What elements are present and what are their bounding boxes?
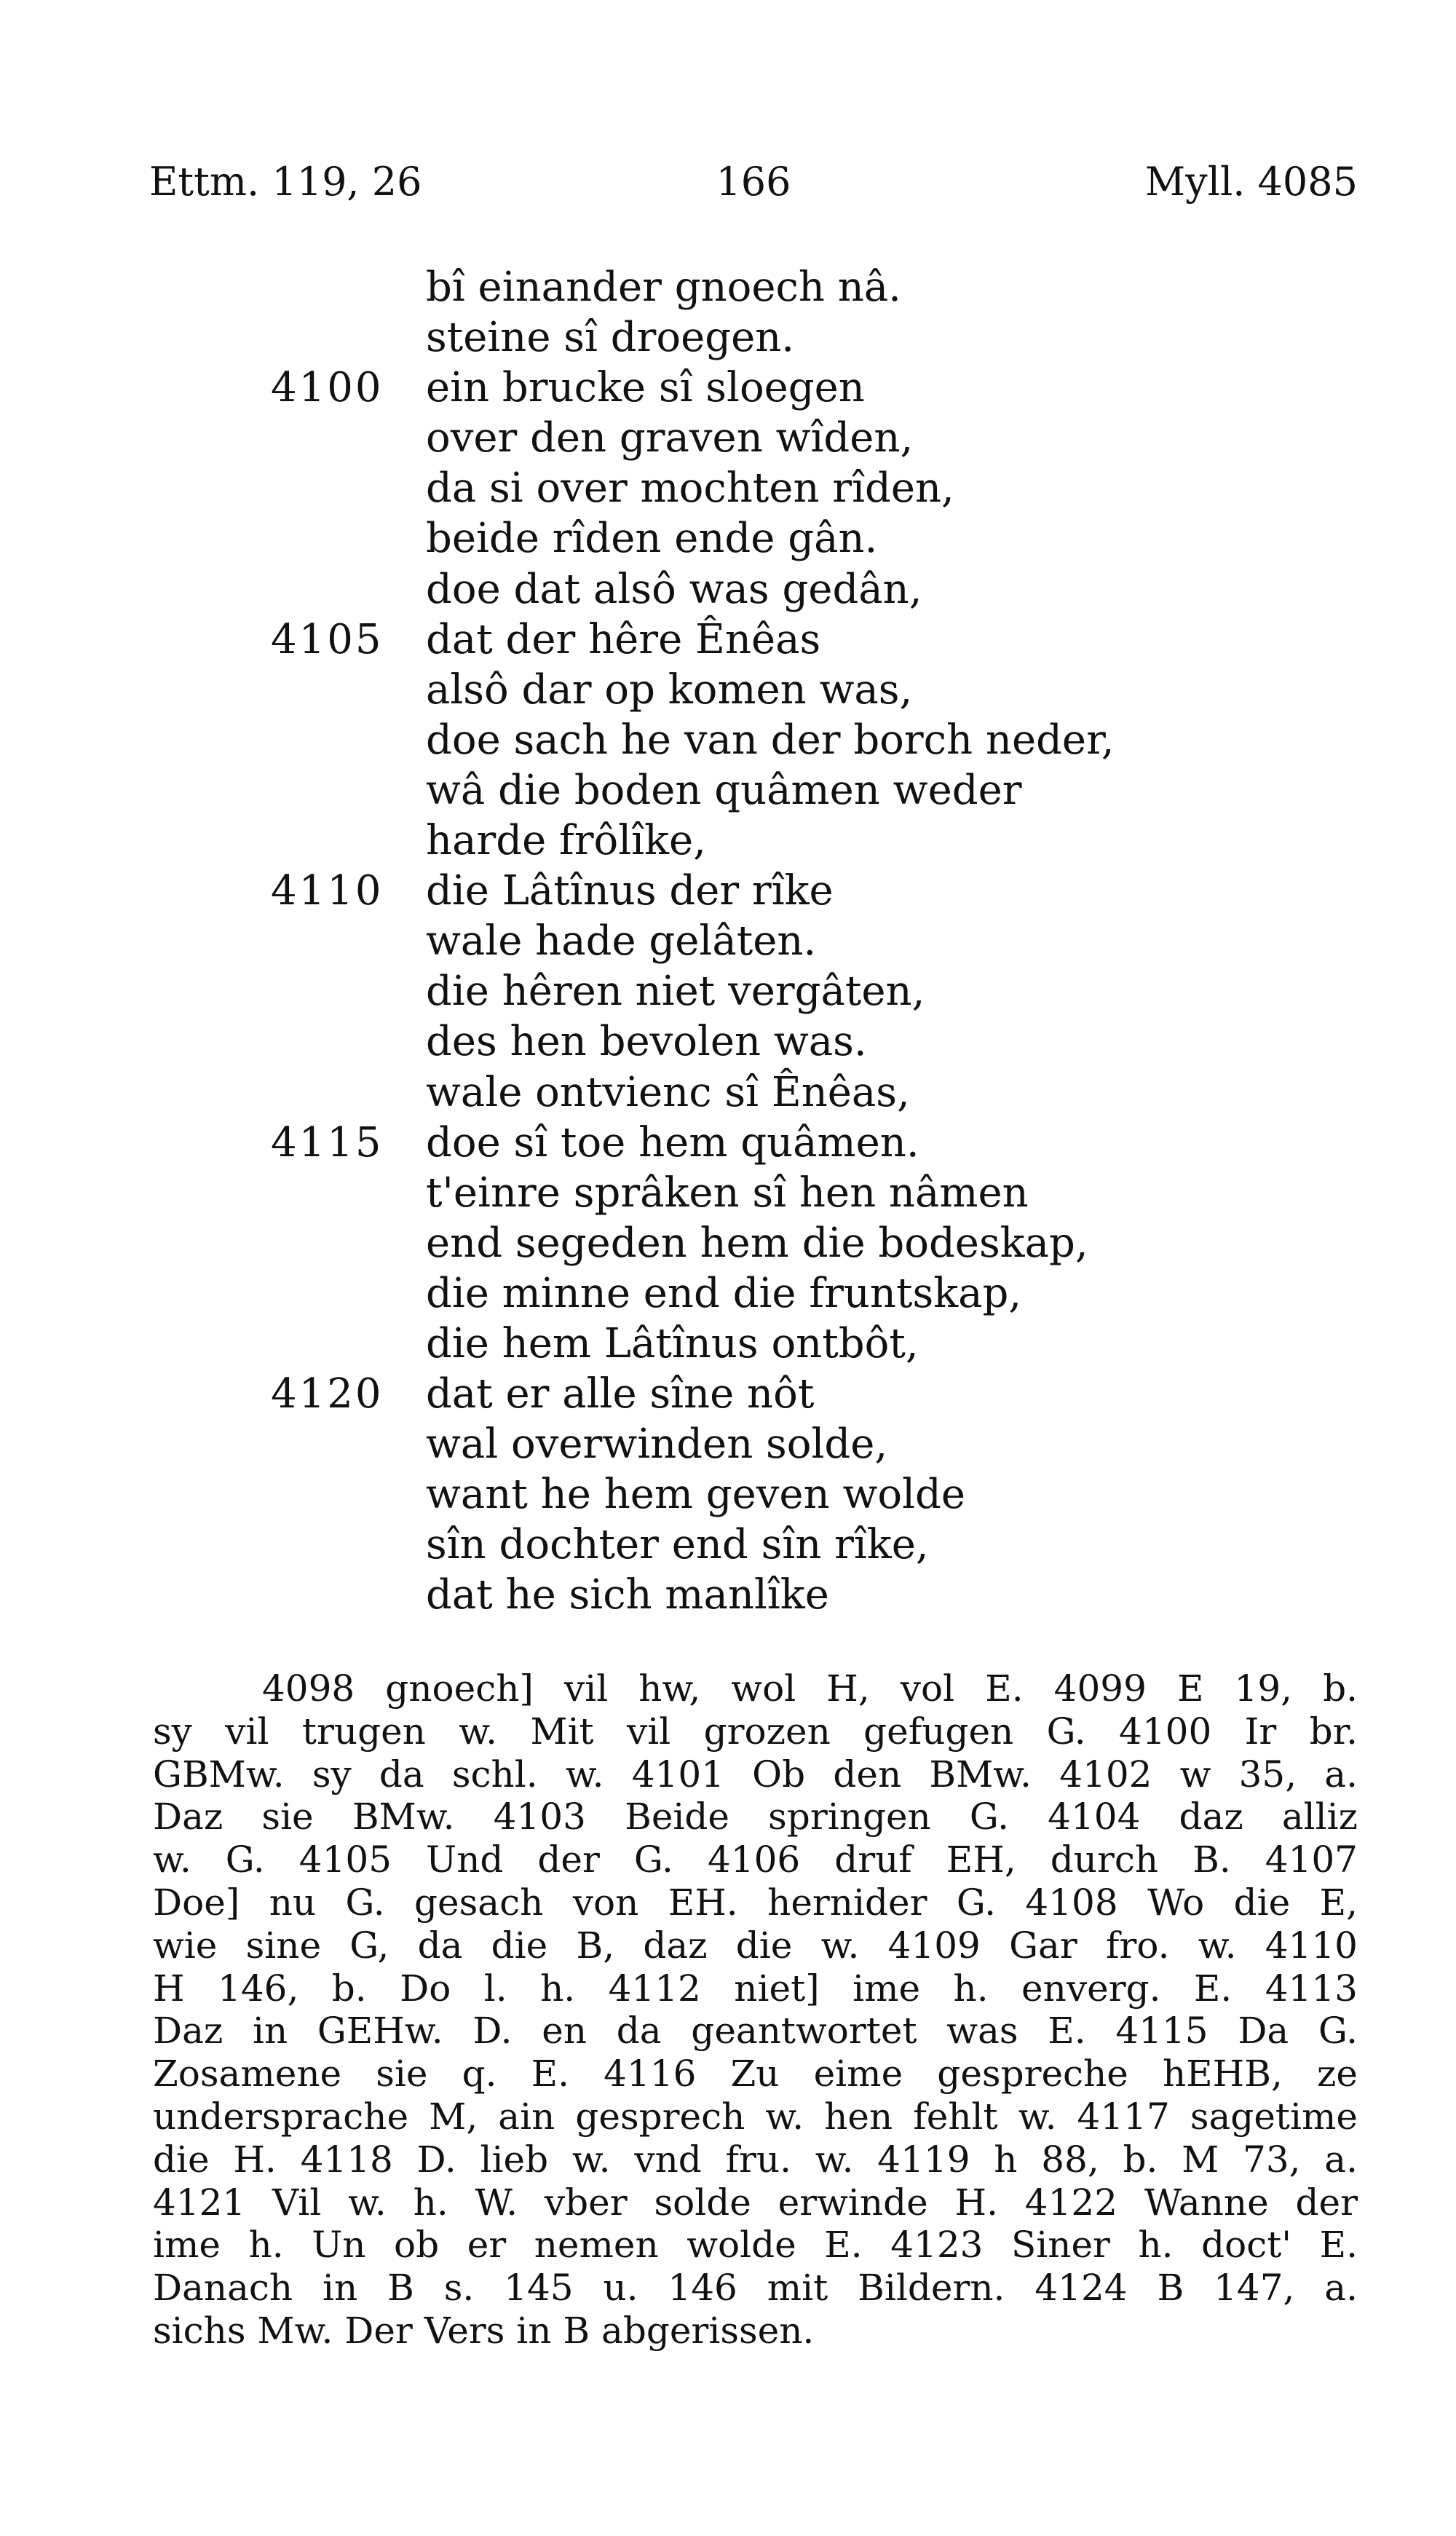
- apparatus-line: die H. 4118 D. lieb w. vnd fru. w. 4119 h 88, b. M 73, a.: [153, 2138, 1358, 2181]
- verse-line: [0, 765, 1456, 815]
- verse-line: [0, 1419, 1456, 1469]
- verse-line-number: 4120: [271, 1370, 384, 1418]
- verse-line: [0, 1067, 1456, 1118]
- verse-line-text: alsô dar op komen was,: [426, 665, 913, 714]
- verse-line-text: da si over mochten rîden,: [426, 465, 954, 513]
- apparatus-line: w. G. 4105 Und der G. 4106 druf EH, durch B. 4107: [153, 1838, 1358, 1881]
- verse-line: [0, 312, 1456, 363]
- apparatus-line: 4121 Vil w. h. W. vber solde erwinde H. 4122 Wanne der: [153, 2181, 1358, 2224]
- page-number: 166: [716, 159, 791, 205]
- verse-line-text: t'einre sprâken sî hen nâmen: [426, 1169, 1029, 1217]
- verse-line: [0, 715, 1456, 765]
- apparatus-line: Doe] nu G. gesach von EH. hernider G. 4108 Wo die E,: [153, 1881, 1358, 1924]
- verse-line: [0, 815, 1456, 866]
- verse-line-text: dat er alle sîne nôt: [426, 1370, 815, 1418]
- verse-line: [0, 363, 1456, 413]
- verse-line-text: die hêren niet vergâten,: [426, 968, 925, 1016]
- verse-line-number: 4100: [271, 364, 384, 412]
- verse-line: [0, 1168, 1456, 1218]
- verse-line-text: doe sach he van der borch neder,: [426, 716, 1115, 764]
- verse-line-text: doe dat alsô was gedân,: [426, 565, 922, 613]
- verse-line: [0, 1469, 1456, 1520]
- apparatus-line: undersprache M, ain gesprech w. hen fehlt w. 4117 sagetime: [153, 2095, 1358, 2138]
- verse-line-text: over den graven wîden,: [426, 414, 914, 462]
- verse-line-text: des hen bevolen was.: [426, 1018, 867, 1066]
- verse-line-text: doe sî toe hem quâmen.: [426, 1118, 919, 1166]
- verse-line-number: 4110: [271, 867, 384, 915]
- verse-line: [0, 665, 1456, 715]
- verse-line-text: ein brucke sî sloegen: [426, 364, 865, 412]
- verse-line-text: end segeden hem die bodeskap,: [426, 1219, 1088, 1267]
- verse-line: [0, 1319, 1456, 1369]
- verse-line: [0, 916, 1456, 966]
- verse-line-number: 4105: [271, 615, 384, 663]
- verse-line-text: wal overwinden solde,: [426, 1421, 888, 1469]
- verse-line: [0, 1369, 1456, 1419]
- apparatus-line: Daz in GEHw. D. en da geantwortet was E. 4115 Da G.: [153, 2010, 1358, 2053]
- verse-line: [0, 866, 1456, 916]
- apparatus-line: H 146, b. Do l. h. 4112 niet] ime h. enverg. E. 4113: [153, 1967, 1358, 2010]
- verse-line-text: harde frôlîke,: [426, 817, 706, 865]
- verse-line-text: sîn dochter end sîn rîke,: [426, 1521, 929, 1569]
- verse-line: [0, 1268, 1456, 1319]
- verse-line-text: die Lâtînus der rîke: [426, 867, 834, 915]
- verse-line-text: dat he sich manlîke: [426, 1571, 829, 1619]
- verse-line: [0, 615, 1456, 665]
- verse-line: [0, 1118, 1456, 1168]
- verse-line: [0, 413, 1456, 463]
- apparatus-line: GBMw. sy da schl. w. 4101 Ob den BMw. 4102 w 35, a.: [153, 1753, 1358, 1796]
- verse-line-text: bî einander gnoech nâ.: [426, 264, 901, 311]
- verse-line-text: beide rîden ende gân.: [426, 515, 878, 563]
- verse-line: [0, 513, 1456, 564]
- verse-line-text: steine sî droegen.: [426, 314, 795, 362]
- verse-line-text: dat der hêre Ênêas: [426, 615, 821, 663]
- apparatus-line: sichs Mw. Der Vers in B abgerissen.: [153, 2309, 815, 2352]
- header-left-reference: Ettm. 119, 26: [149, 159, 422, 205]
- verse-line: [0, 1218, 1456, 1268]
- verse-line: [0, 1570, 1456, 1620]
- verse-line-text: die hem Lâtînus ontbôt,: [426, 1319, 919, 1367]
- apparatus-line: ime h. Un ob er nemen wolde E. 4123 Siner h. doct' E.: [153, 2224, 1358, 2267]
- apparatus-line: wie sine G, da die B, daz die w. 4109 Gar fro. w. 4110: [153, 1924, 1358, 1967]
- verse-line-text: wâ die boden quâmen weder: [426, 766, 1022, 814]
- verse-line-text: die minne end die fruntskap,: [426, 1269, 1022, 1317]
- apparatus-line: Zosamene sie q. E. 4116 Zu eime gespreche hEHB, ze: [153, 2053, 1358, 2095]
- verse-line: [0, 564, 1456, 615]
- verse-line: [0, 966, 1456, 1016]
- verse-line-text: wale hade gelâten.: [426, 917, 817, 965]
- header-right-reference: Myll. 4085: [1144, 159, 1358, 205]
- running-header: [149, 153, 1358, 211]
- verse-text: [0, 262, 1456, 1621]
- verse-line: [0, 1016, 1456, 1067]
- apparatus-line: sy vil trugen w. Mit vil grozen gefugen G. 4100 Ir br.: [153, 1710, 1358, 1753]
- verse-line: [0, 463, 1456, 513]
- apparatus-line: Daz sie BMw. 4103 Beide springen G. 4104 daz alliz: [153, 1796, 1358, 1838]
- apparatus-line: Danach in B s. 145 u. 146 mit Bildern. 4124 B 147, a.: [153, 2267, 1358, 2310]
- verse-line-text: wale ontvienc sî Ênêas,: [426, 1068, 910, 1116]
- apparatus-line: 4098 gnoech] vil hw, wol H, vol E. 4099 E 19, b.: [262, 1667, 1358, 1710]
- verse-line-text: want he hem geven wolde: [426, 1471, 965, 1519]
- verse-line: [0, 1520, 1456, 1570]
- verse-line: [0, 262, 1456, 312]
- verse-line-number: 4115: [271, 1118, 384, 1166]
- critical-apparatus: [153, 1667, 1358, 2353]
